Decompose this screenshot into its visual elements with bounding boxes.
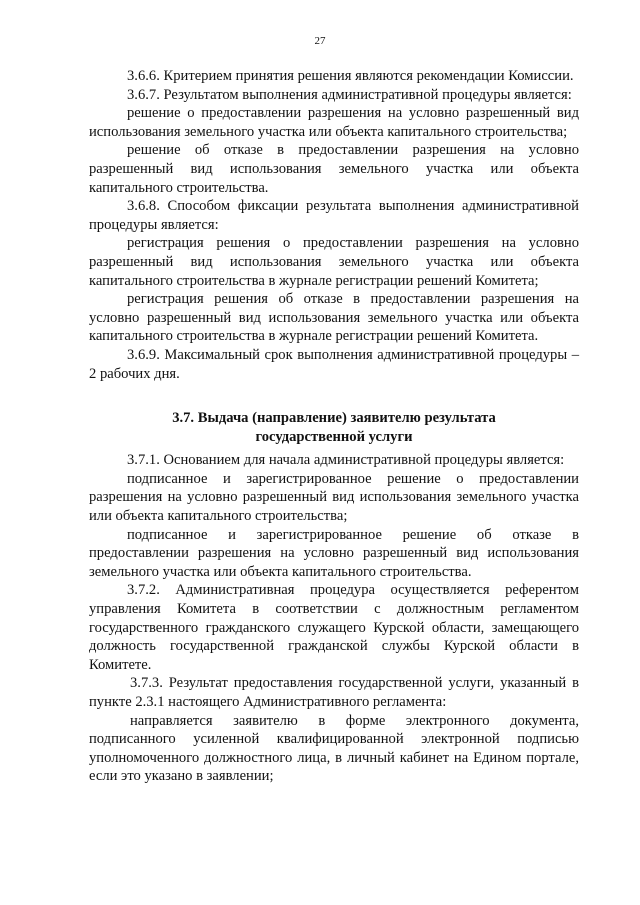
paragraph-3-7-3-item-1: направляется заявителю в форме электронного документа, подписанного усиленной квалифицированной электронной подписью уполномоченного должностного лица, в личный кабинет на Едином портале, если это указано в заявлении;: [89, 712, 579, 785]
paragraph-3-6-8-item-2: регистрация решения об отказе в предоставлении разрешения на условно разрешенный вид использования земельного участка или объекта капитального строительства в журнале регистрации решений Комитета.: [89, 291, 579, 345]
paragraph-3-7-1-item-1: подписанное и зарегистрированное решение о предоставлении разрешения на условно разрешенный вид использования земельного участка или объекта капитального строительства;: [89, 470, 579, 525]
document-body: [89, 67, 579, 786]
paragraph-3-6-7: 3.6.7. Результатом выполнения административной процедуры является:: [127, 86, 572, 103]
paragraph-3-7-2: 3.7.2. Административная процедура осуществляется референтом управления Комитета в соответствии с должностным регламентом государственного гражданского служащего Курской области, замещающего должность государственной гражданской службы Курской области в Комитете.: [89, 582, 579, 673]
paragraph-3-6-8-item-1: регистрация решения о предоставлении разрешения на условно разрешенный вид использования земельного участка или объекта капитального строительства в журнале регистрации решений Комитета;: [89, 235, 579, 289]
paragraph-3-6-7-item-1: решение о предоставлении разрешения на условно разрешенный вид использования земельного участка или объекта капитального строительства;: [89, 105, 579, 140]
section-heading-line-2: государственной услуги: [255, 428, 413, 445]
paragraph-3-7-3: 3.7.3. Результат предоставления государственной услуги, указанный в пункте 2.3.1 настоящего Административного регламента:: [89, 675, 579, 710]
paragraph-3-6-7-item-2: решение об отказе в предоставлении разрешения на условно разрешенный вид использования земельного участка или объекта капитального строительства.: [89, 142, 579, 196]
paragraph-3-6-6: 3.6.6. Критерием принятия решения являются рекомендации Комиссии.: [127, 68, 574, 84]
paragraph-3-7-1-item-2: подписанное и зарегистрированное решение об отказе в предоставлении разрешения на условно разрешенный вид использования земельного участка или объекта капитального строительства.: [89, 526, 579, 580]
page-number: 27: [314, 35, 326, 47]
paragraph-3-7-1: 3.7.1. Основанием для начала административной процедуры является:: [127, 452, 565, 469]
paragraph-3-6-9: 3.6.9. Максимальный срок выполнения административной процедуры – 2 рабочих дня.: [89, 346, 579, 382]
section-heading: [89, 409, 579, 446]
paragraph-3-6-8: 3.6.8. Способом фиксации результата выполнения административной процедуры является:: [89, 198, 579, 233]
section-heading-line-1: 3.7. Выдача (направление) заявителю результата: [172, 410, 496, 427]
